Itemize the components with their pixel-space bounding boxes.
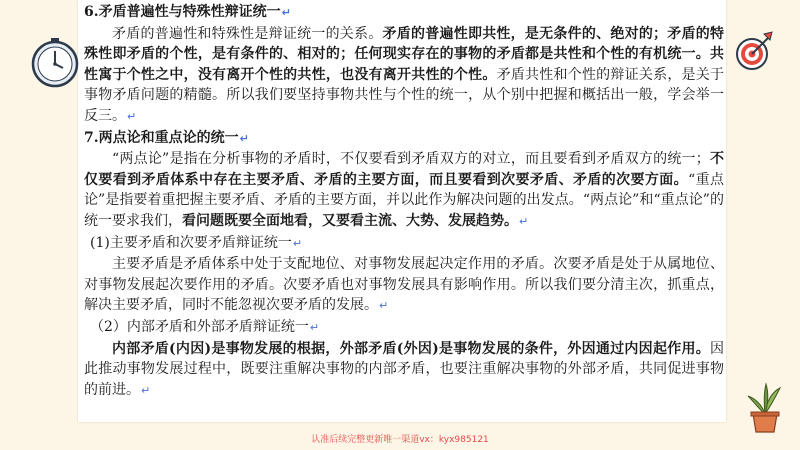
paragraph-mark-icon [309, 321, 319, 334]
subheading-text: （2）内部矛盾和外部矛盾辩证统一 [90, 318, 309, 335]
clock-icon [30, 34, 80, 90]
watermark-text: 认准后续完整更新唯一渠道vx：kyx985121 [311, 435, 489, 445]
paragraph-mark-icon [292, 237, 302, 250]
paragraph-mark-icon [281, 6, 291, 19]
heading-text: 7.两点论和重点论的统一 [84, 129, 239, 146]
subheading-text: (1)主要矛盾和次要矛盾辩证统一 [90, 234, 292, 251]
bold-text-segment: 不仅要看到矛盾体系中存在主要矛盾、矛盾的主要方面，而且要看到次要矛盾、矛盾的次要方面。 [84, 151, 725, 188]
document-content [84, 2, 724, 401]
text-segment: “重点论”是指要着重把握主要矛盾、矛盾的主要方面，并以此作为解决问题的出发点。“两点论”和“重点论”的统一要求我们， [84, 171, 724, 229]
text-segment: 主要矛盾是矛盾体系中处于支配地位、对事物发展起决定作用的矛盾。次要矛盾是处于从属地位、对事物发展起次要作用的矛盾。次要矛盾也对事物发展具有影响作用。所以我们要分清主次，抓重点，解决主要矛盾，同时不能忽视次要矛盾的发展。 [84, 256, 724, 314]
text-segment: 因此推动事物发展过程中，既要注重解决事物的内部矛盾，也要注重解决事物的外部矛盾，共同促进事物的前进。 [84, 340, 724, 398]
bold-text-segment: 看问题既要全面地看，又要看主流、大势、发展趋势。 [182, 212, 518, 229]
target-arrow-icon [734, 30, 774, 74]
paragraph [84, 339, 724, 402]
text-segment: “两点论”是指在分析事物的矛盾时，不仅要看到矛盾双方的对立，而且要看到矛盾双方的统一； [112, 151, 710, 168]
paragraph-mark-icon [518, 215, 528, 228]
text-segment: 矛盾的普遍性和特殊性是辩证统一的关系。 [112, 25, 383, 42]
paragraph-mark-icon [378, 299, 388, 312]
bold-text-segment: 矛盾的普遍性即共性，是无条件的、绝对的；矛盾的特殊性即矛盾的个性，是有条件的、相对的；任何现实存在的事物的矛盾都是共性和个性的有机统一。共性寓于个性之中，没有离开个性的共性，也没有离开共性的个性。 [84, 25, 725, 83]
text-segment: 矛盾共性和个性的辩证关系，是关于事物矛盾问题的精髓。所以我们要坚持事物共性与个性的统一，从个别中把握和概括出一般，学会举一反三。 [84, 66, 725, 124]
subsection-heading [84, 317, 724, 339]
paragraph-mark-icon [140, 384, 150, 397]
document-page [78, 0, 726, 422]
heading-text: 6.矛盾普遍性与特殊性辩证统一 [84, 4, 281, 20]
section-heading [84, 2, 724, 24]
potted-plant-icon [744, 382, 786, 434]
bold-text-segment: 内部矛盾(内因)是事物发展的根据，外部矛盾(外因)是事物发展的条件，外因通过内因起作用。 [112, 340, 710, 357]
paragraph-mark-icon [239, 132, 249, 145]
subsection-heading [84, 233, 724, 255]
section-heading [84, 128, 724, 150]
paragraph-mark-icon [126, 110, 136, 123]
paragraph [84, 149, 724, 232]
paragraph [84, 24, 724, 128]
paragraph [84, 254, 724, 317]
